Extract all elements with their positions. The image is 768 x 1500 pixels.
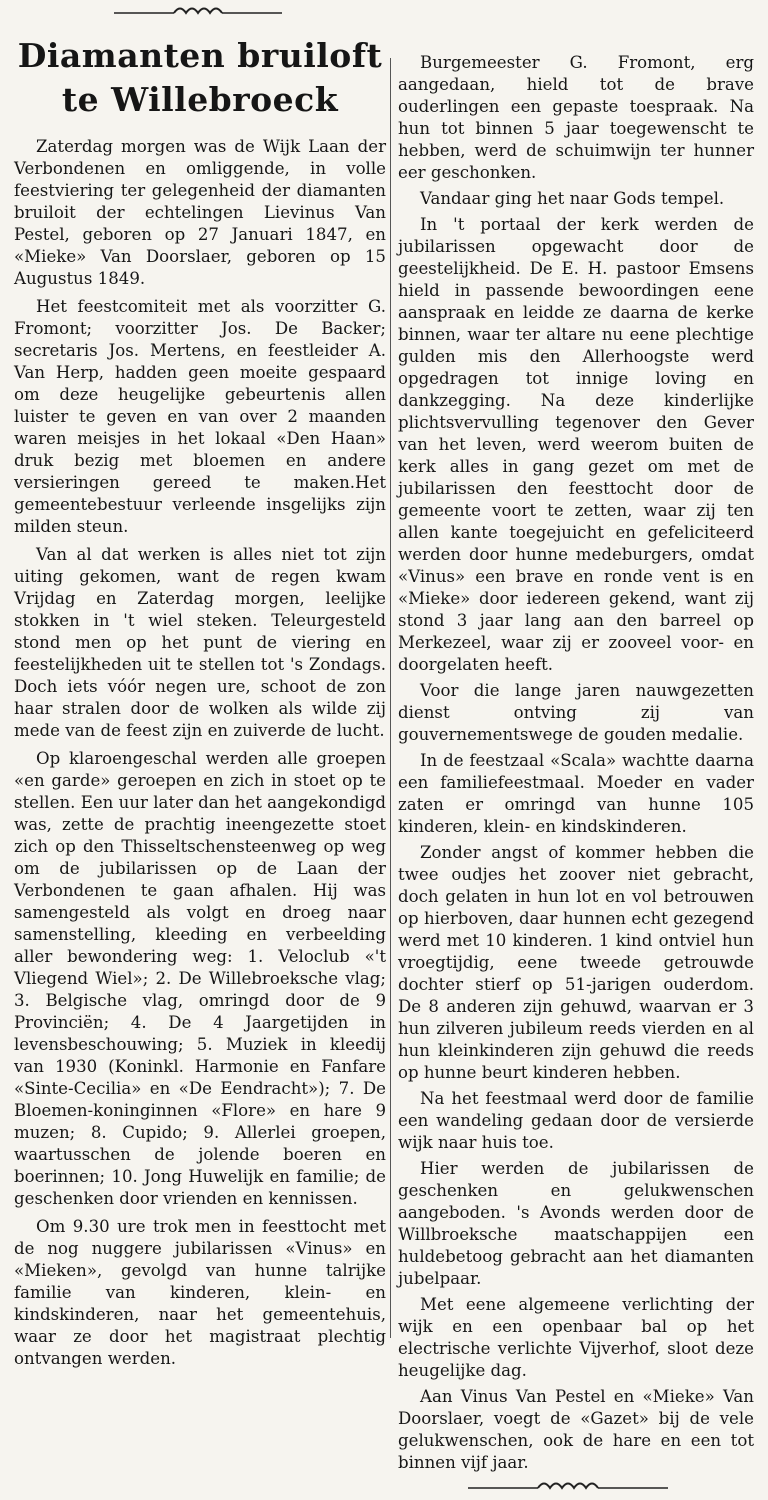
- paragraph: Om 9.30 ure trok men in feesttocht met de nog nuggere jubilarissen «Vinus» en «Mieken», gevolgd van hunne talrijke familie van kinderen, klein- en kindskinderen, naar het gemeentehuis, waar ze door het magistraat plechtig ontvangen werden.: [14, 1217, 386, 1368]
- paragraph: Van al dat werken is alles niet tot zijn uiting gekomen, want de regen kwam Vrijdag en Zaterdag morgen, leelijke stokken in 't wiel steken. Teleurgesteld stond men op het punt de viering en feestelijkheden uit te stellen tot 's Zondags. Doch iets vóór negen ure, schoot de zon haar stralen door de wolken als wilde zij mede van de feest zijn en zuiverde de lucht.: [14, 545, 386, 740]
- paragraph: Voor die lange jaren nauwgezetten dienst ontving zij van gouvernementswege de gouden medalie.: [398, 681, 754, 744]
- paragraph: Zaterdag morgen was de Wijk Laan der Verbondenen en omliggende, in volle feestviering ter gelegenheid der diamanten bruiloit der echtelingen Lievinus Van Pestel, geboren op 27 Januari 1847, en «Mieke» Van Doorslaer, geboren op 15 Augustus 1849.: [14, 137, 386, 288]
- top-wavy-rule-ornament: [14, 0, 386, 22]
- paragraph: Met eene algemeene verlichting der wijk en een openbaar bal op het electrische verlichte Vijverhof, sloot deze heugelijke dag.: [398, 1295, 754, 1380]
- paragraph: In de feestzaal «Scala» wachtte daarna een familiefeestmaal. Moeder en vader zaten er omringd van hunne 105 kinderen, klein- en kindskinderen.: [398, 751, 754, 836]
- column-divider: [390, 58, 391, 1338]
- right-column: [398, 0, 754, 1500]
- paragraph: Zonder angst of kommer hebben die twee oudjes het zoover niet gebracht, doch gelaten in hun lot en vol betrouwen op hierboven, daar hunnen echt gezegend werd met 10 kinderen. 1 kind ontviel hun vroegtijdig, eene tweede getrouwde dochter stierf op 51-jarigen ouderdom. De 8 anderen zijn gehuwd, waarvan er 3 hun zilveren jubileum reeds vierden en al hun kleinkinderen zijn gehuwd die reeds op hunne beurt kinderen hebben.: [398, 843, 754, 1082]
- paragraph: Na het feestmaal werd door de familie een wandeling gedaan door de versierde wijk naar huis toe.: [398, 1089, 754, 1152]
- paragraph: Burgemeester G. Fromont, erg aangedaan, hield tot de brave ouderlingen een gepaste toespraak. Na hun tot binnen 5 jaar toegewenscht te hebben, werd de schuimwijn ter hunner eer geschonken.: [398, 53, 754, 182]
- paragraph: Vandaar ging het naar Gods tempel.: [420, 189, 725, 208]
- paragraph: In 't portaal der kerk werden de jubilarissen opgewacht door de geestelijkheid. De E. H. pastoor Emsens hield in passende bewoordingen eene aanspraak en leidde ze daarna de kerke binnen, waar ter altare nu eene plechtige gulden mis den Allerhoogste werd opgedragen tot innige loving en dankzegging. Na deze kinderlijke plichtsvervulling tegenover den Gever van het leven, werd weerom buiten de kerk alles in gang gezet om met de jubilarissen den feesttocht door de gemeente voort te zetten, waar zij ten allen kante toegejuicht en gefeliciteerd werden door hunne medeburgers, omdat «Vinus» een brave en ronde vent is en «Mieke» door iedereen gekend, want zij stond 3 jaar lang aan den barreel op Merkezeel, waar zij er zooveel voor- en doorgelaten heeft.: [398, 215, 754, 674]
- paragraph: Op klaroengeschal werden alle groepen «en garde» geroepen en zich in stoet op te stellen. Een uur later dan het aangekondigd was, zette de prachtig ineengezette stoet zich op den Thisseltschensteenweg op weg om de jubilarissen op de Laan der Verbondenen te gaan afhalen. Hij was samengesteld als volgt en droeg naar samenstelling, kleeding en verbeelding aller bewondering weg: 1. Veloclub «'t Vliegend Wiel»; 2. De Willebroeksche vlag; 3. Belgische vlag, omringd door de 9 Provinciën; 4. De 4 Jaargetijden in levensbeschouwing; 5. Muziek in kleedij van 1930 (Koninkl. Harmonie en Fanfare «Sinte-Cecilia» en «De Eendracht»); 7. De Bloemen-koninginnen «Flore» en hare 9 muzen; 8. Cupido; 9. Allerlei groepen, waartusschen de jolende boeren en boerinnen; 10. Jong Huwelijk en familie; de geschenken door vrienden en kennissen.: [14, 749, 386, 1208]
- paragraph: Aan Vinus Van Pestel en «Mieke» Van Doorslaer, voegt de «Gazet» bij de vele gelukwenschen, ook de hare en een tot binnen vijf jaar.: [398, 1387, 754, 1472]
- paragraph: Hier werden de jubilarissen de geschenken en gelukwenschen aangeboden. 's Avonds werden door de Willbroeksche maatschappijen een huldebetoog gebracht aan het diamanten jubelpaar.: [398, 1159, 754, 1288]
- left-column: [14, 0, 386, 1376]
- article-title: [14, 34, 386, 122]
- title-line-1: Diamanten bruiloft: [17, 36, 383, 75]
- title-line-2: te Willebroeck: [61, 80, 339, 119]
- paragraph: Het feestcomiteit met als voorzitter G. Fromont; voorzitter Jos. De Backer; secretaris Jos. Mertens, en feestleider A. Van Herp, hadden geen moeite gespaard om deze heugelijke gebeurtenis allen luister te geven en van over 2 maanden waren meisjes in het lokaal «Den Haan» druk bezig met bloemen en andere versieringen gereed te maken.Het gemeentebestuur verleende insgelijks zijn milden steun.: [14, 297, 386, 536]
- bottom-wavy-rule-ornament: [398, 1478, 754, 1500]
